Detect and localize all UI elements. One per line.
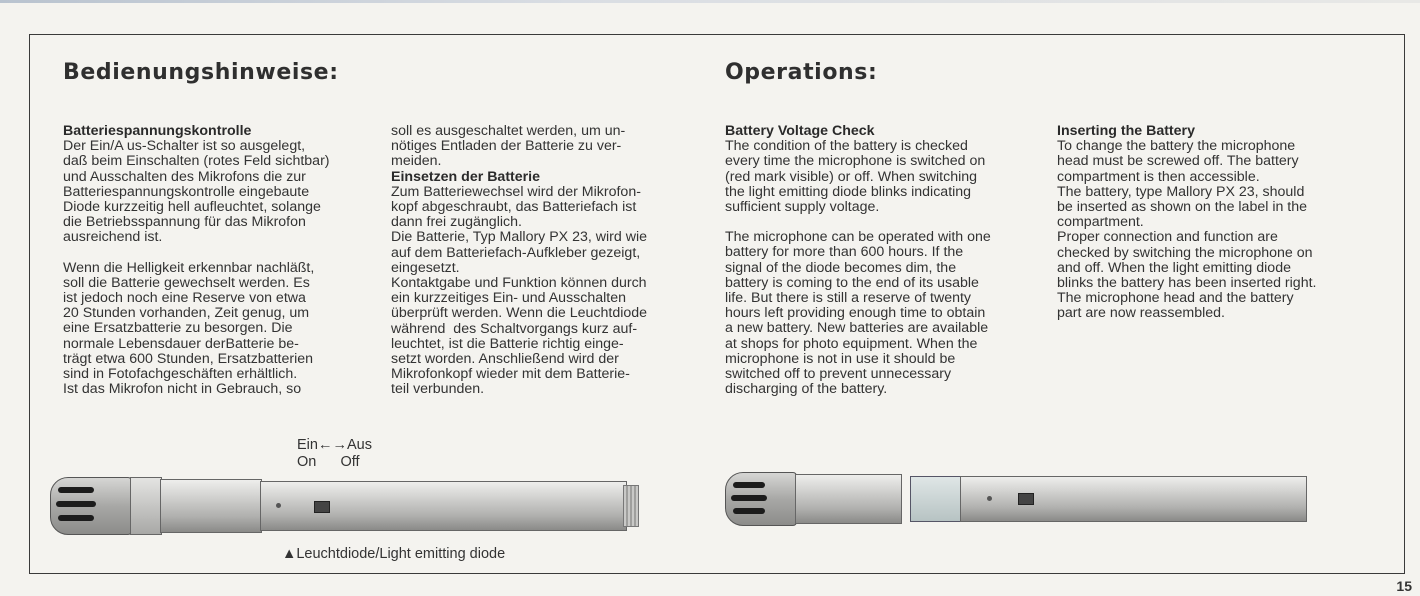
text-line: and off. When the light emitting diode xyxy=(1057,259,1291,276)
inserting-battery-heading-de: Einsetzen der Batterie xyxy=(391,168,541,185)
text-line: blinks the battery has been inserted right. xyxy=(1057,275,1317,292)
text-line: die Betriebsspannung für das Mikrofon xyxy=(63,214,306,231)
microphone-disassembled-illustration xyxy=(725,472,1315,527)
text-line: soll die Batterie gewechselt werden. Es xyxy=(63,274,310,291)
text-line: sind in Fotofachgeschäften erhältlich. xyxy=(63,366,298,383)
text-line: Der Ein/A us-Schalter ist so ausgelegt, xyxy=(63,138,306,155)
paragraph xyxy=(725,230,1055,397)
text-line: The battery, type Mallory PX 23, should xyxy=(1057,183,1305,200)
top-edge-shade xyxy=(0,0,1420,3)
on-off-label: On Off xyxy=(297,454,360,470)
text-line: teil verbunden. xyxy=(391,381,485,398)
text-line: Proper connection and function are xyxy=(1057,229,1278,246)
on-off-switch xyxy=(1018,493,1034,505)
text-line: auf dem Batteriefach-Aufkleber gezeigt, xyxy=(391,244,641,261)
text-line: trägt etwa 600 Stunden, Ersatzbatterien xyxy=(63,350,314,367)
paragraph xyxy=(1057,139,1402,321)
text-line: switched off to prevent unnecessary xyxy=(725,366,952,383)
text-line: Ist das Mikrofon nicht in Gebrauch, so xyxy=(63,381,302,398)
mic-head-body xyxy=(795,474,902,524)
text-line: ist jedoch noch eine Reserve von etwa xyxy=(63,290,306,307)
paragraph xyxy=(391,185,711,398)
text-line: The microphone head and the battery xyxy=(1057,290,1294,307)
text-line: a new battery. New batteries are available xyxy=(725,320,989,337)
battery-voltage-check-heading-de: Batteriespannungskontrolle xyxy=(63,123,252,139)
english-column-2 xyxy=(1057,124,1402,322)
ein-aus-label: Ein←→Aus xyxy=(297,437,372,453)
text-line: checked by switching the microphone on xyxy=(1057,244,1313,261)
text-line: compartment is then accessible. xyxy=(1057,168,1260,185)
text-line: To change the battery the microphone xyxy=(1057,138,1296,155)
text-line: ausreichend ist. xyxy=(63,229,163,246)
text-line: Mikrofonkopf wieder mit dem Batterie- xyxy=(391,366,630,383)
page-number: 15 xyxy=(1396,578,1412,594)
text-line: und Ausschalten des Mikrofons die zur xyxy=(63,168,306,185)
text-line: 20 Stunden vorhanden, Zeit genug, um xyxy=(63,305,310,322)
text-line: battery for more than 600 hours. If the xyxy=(725,244,964,261)
text-line: daß beim Einschalten (rotes Feld sichtbar) xyxy=(63,153,330,170)
grille-slot xyxy=(58,515,94,521)
grille-slot xyxy=(733,508,765,514)
text-line: meiden. xyxy=(391,153,442,170)
english-heading: Operations: xyxy=(725,60,878,85)
grille-slot xyxy=(56,501,96,507)
english-column-1 xyxy=(725,124,1055,397)
text-line: normale Lebensdauer derBatterie be- xyxy=(63,335,299,352)
text-line: Zum Batteriewechsel wird der Mikrofon- xyxy=(391,183,641,200)
text-line: head must be screwed off. The battery xyxy=(1057,153,1299,170)
text-line: the light emitting diode blinks indicating xyxy=(725,183,972,200)
text-line: be inserted as shown on the label in the xyxy=(1057,199,1308,216)
text-line: (red mark visible) or off. When switching xyxy=(725,168,978,185)
paragraph xyxy=(63,261,393,398)
text-line: life. But there is still a reserve of twenty xyxy=(725,290,972,307)
mic-battery-tube xyxy=(960,476,1307,522)
text-line: battery is coming to the end of its usable xyxy=(725,274,979,291)
text-line: nötiges Entladen der Batterie zu ver- xyxy=(391,138,622,155)
mic-end-cap xyxy=(623,485,639,527)
text-line: every time the microphone is switched on xyxy=(725,153,986,170)
text-line: Kontaktgabe und Funktion können durch xyxy=(391,275,647,292)
mic-body xyxy=(160,479,262,533)
grille-slot xyxy=(733,482,765,488)
paragraph xyxy=(391,124,711,170)
german-column-1 xyxy=(63,124,393,397)
text-line: The condition of the battery is checked xyxy=(725,138,968,155)
led-indicator xyxy=(276,503,281,508)
text-line: Batteriespannungskontrolle eingebaute xyxy=(63,183,310,200)
battery-voltage-check-heading-en: Battery Voltage Check xyxy=(725,123,875,139)
text-line: compartment. xyxy=(1057,214,1144,231)
microphone-assembled-illustration xyxy=(50,475,640,535)
text-line: Die Batterie, Typ Mallory PX 23, wird wie xyxy=(391,229,647,246)
text-line: at shops for photo equipment. When the xyxy=(725,335,978,352)
paragraph xyxy=(725,139,1055,215)
text-line: sufficient supply voltage. xyxy=(725,199,880,216)
text-line: kopf abgeschraubt, das Batteriefach ist xyxy=(391,199,637,216)
german-column-2 xyxy=(391,124,711,398)
text-line: leuchtet, ist die Batterie richtig einge- xyxy=(391,335,624,352)
text-line: soll es ausgeschaltet werden, um un- xyxy=(391,123,626,139)
text-line: part are now reassembled. xyxy=(1057,305,1225,322)
text-line: während des Schaltvorgangs kurz auf- xyxy=(391,320,638,337)
text-line: The microphone can be operated with one xyxy=(725,229,991,246)
text-line: eine Ersatzbatterie zu besorgen. Die xyxy=(63,320,293,337)
inserting-battery-heading-en: Inserting the Battery xyxy=(1057,123,1195,139)
led-indicator xyxy=(987,496,992,501)
text-line: setzt worden. Anschließend wird der xyxy=(391,351,619,368)
battery-compartment-label xyxy=(910,476,962,522)
grille-slot xyxy=(731,495,767,501)
paragraph xyxy=(63,139,393,245)
german-heading: Bedienungshinweise: xyxy=(63,60,339,85)
on-off-switch xyxy=(314,501,330,513)
text-line: ein kurzzeitiges Ein- und Ausschalten xyxy=(391,290,627,307)
text-line: Diode kurzzeitig hell aufleuchtet, solange xyxy=(63,199,321,216)
text-line: microphone is not in use it should be xyxy=(725,350,956,367)
text-line: discharging of the battery. xyxy=(725,381,888,398)
mic-head-band xyxy=(130,477,162,535)
grille-slot xyxy=(58,487,94,493)
text-line: hours left providing enough time to obtain xyxy=(725,305,986,322)
led-label: ▲Leuchtdiode/Light emitting diode xyxy=(282,546,506,562)
text-line: Wenn die Helligkeit erkennbar nachläßt, xyxy=(63,259,315,276)
text-line: dann frei zugänglich. xyxy=(391,214,522,231)
text-line: signal of the diode becomes dim, the xyxy=(725,259,957,276)
text-line: eingesetzt. xyxy=(391,259,460,276)
text-line: überprüft werden. Wenn die Leuchtdiode xyxy=(391,305,648,322)
